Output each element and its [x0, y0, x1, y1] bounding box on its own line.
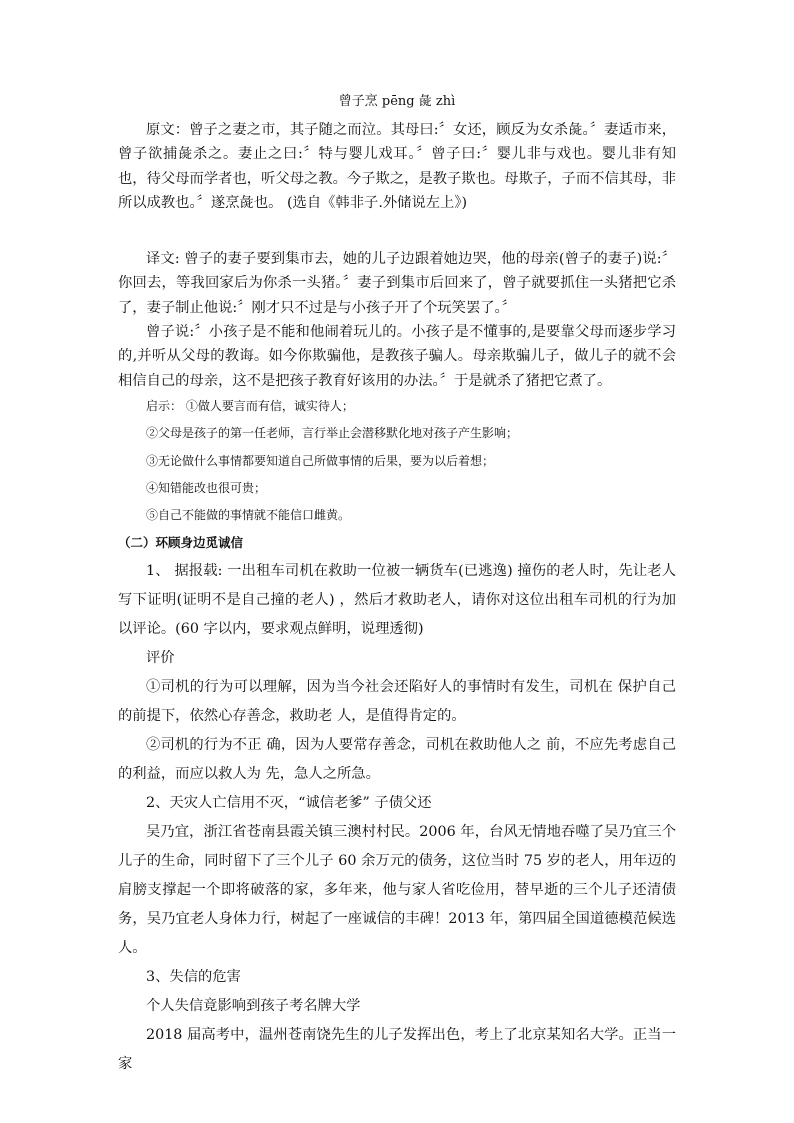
translation-paragraph-2: 曾子说:〞小孩子是不能和他闹着玩儿的。小孩子是不懂事的,是要靠父母而逐步学习的,并听从父母的教诲。如今你欺骗他，是教孩子骗人。母亲欺骗儿子，做儿子的就不会相信自己的母亲，这不是把孩子教育好该用的办法。〞于是就杀了猪把它煮了。: [118, 324, 676, 389]
inspiration-item-5: ⑤自己不能做的事情就不能信口雌黄。: [146, 508, 351, 523]
evaluation-label: 评价: [146, 649, 175, 666]
inspiration-item-3: ③无论做什么事情都要知道自己所做事情的后果，要为以后着想；: [146, 453, 495, 468]
evaluation-2: ②司机的行为不正 确，因为人要常存善念，司机在救助他人之 前，不应先考虑自己的利益，而应以救人为 先，急人之所急。: [118, 736, 676, 782]
question-1: 1、 据报载: 一出租车司机在救助一位被一辆货车(已逃逸) 撞伤的老人时，先让老人写下证明(证明不是自己撞的老人) ，然后才救助老人，请你对这位出租车司机的行为加以评论。(60 字以内，要求观点鲜明，说理透彻): [118, 562, 676, 637]
spacer: [118, 215, 676, 247]
document-page: [118, 92, 676, 1079]
question-3-title: 3、失信的危害: [146, 968, 241, 985]
question-2-title: 2、天灾人亡信用不灭，“诚信老爹” 子债父还: [146, 794, 432, 811]
question-3-text: 2018 届高考中，温州苍南饶先生的儿子发挥出色，考上了北京某知名大学。正当一家: [118, 1026, 676, 1072]
inspiration-label-line: 启示： ①做人要言而有信，诚实待人；: [146, 398, 354, 413]
evaluation-1: ①司机的行为可以理解，因为当今社会还陷好人的事情时有发生，司机在 保护自己的前提下，依然心存善念，救助老 人，是值得肯定的。: [118, 678, 676, 724]
page-title: 曾子烹 pēng 彘 zhì: [338, 94, 456, 109]
inspiration-item-2: ②父母是孩子的第一任老师，言行举止会潜移默化地对孩子产生影响；: [146, 426, 519, 441]
question-3-subtitle: 个人失信竟影响到孩子考名牌大学: [146, 997, 361, 1014]
inspiration-item-4: ④知错能改也很可贵；: [146, 480, 267, 495]
original-text-paragraph: 原文：曾子之妻之市，其子随之而泣。其母曰:〞女还，顾反为女杀彘。〞妻适市来，曾子欲捕彘杀之。妻止之曰:〞特与婴儿戏耳。〞曾子曰:〞婴儿非与戏也。婴儿非有知也，待父母而学者也，听父母之教。今子欺之，是教子欺也。母欺子，子而不信其母，非所以成教也。〞遂烹彘也。 (选自《韩非子.外储说左上》): [118, 122, 676, 211]
question-2-text: 吴乃宜，浙江省苍南县霞关镇三澳村村民。2006 年，台风无情地吞噬了吴乃宜三个儿子的生命，同时留下了三个儿子 60 余万元的债务，这位当时 75 岁的老人，用年迈的肩膀支撑起一个即将破落的家，多年来，他与家人省吃俭用，替早逝的三个儿子还清债务，吴乃宜老人身体力行，树起了一座诚信的丰碑！2013 年，第四届全国道德模范候选人。: [118, 823, 676, 956]
section-heading: （二）环顾身边觅诚信: [118, 535, 244, 551]
translation-paragraph-1: 译文: 曾子的妻子要到集市去，她的儿子边跟着她边哭，他的母亲(曾子的妻子)说:〞你回去，等我回家后为你杀一头猪。〞妻子到集市后回来了，曾子就要抓住一头猪把它杀了，妻子制止他说:〞刚才只不过是与小孩子开了个玩笑罢了。〞: [118, 251, 676, 316]
